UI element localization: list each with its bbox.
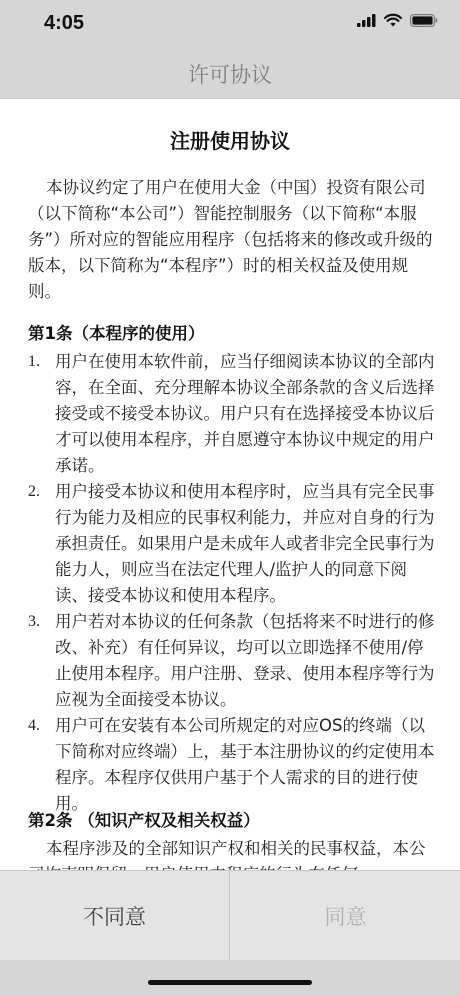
clause-number: 2. [28,483,40,500]
agree-button[interactable]: 同意 [231,871,460,961]
clause-text: 用户接受本协议和使用本程序时，应当具有完全民事行为能力及相应的民事权利能力，并应对自身的行为承担责任。如果用户是未成年人或者非完全民事行为能力人，则应当在法定代理人/监护人的同意下阅读、接受本协议和使用本程序。 [55,482,435,605]
home-area [0,960,460,996]
clause-text: 用户若对本协议的任何条款（包括将来不时进行的修改、补充）有任何异议，均可以立即选择不使用/停止使用本程序。用户注册、登录、使用本程序等行为应视为全面接受本协议。 [55,612,435,709]
clause-item [28,609,436,713]
agreement-scroll-view[interactable] [0,99,460,870]
battery-icon [410,14,438,27]
disagree-button[interactable]: 不同意 [0,871,229,961]
status-bar [0,0,460,50]
clause-list [28,349,436,817]
wifi-icon [384,14,402,27]
home-indicator[interactable] [148,980,312,985]
page-title: 许可协议 [188,63,272,87]
section-2-paragraph: 本程序涉及的全部知识产权和相关的民事权益，本公 [46,839,426,858]
status-time: 4:05 [44,12,85,34]
clause-text: 用户可在安装有本公司所规定的对应OS的终端（以下简称对应终端）上，基于本注册协议的约定使用本程序。本程序仅供用户基于个人需求的目的进行使用。 [55,716,435,813]
status-icons [357,14,438,27]
nav-bar [0,50,460,99]
signal-icon [357,14,376,27]
document-title: 注册使用协议 [170,129,290,153]
clause-item [28,713,436,817]
clause-number: 4. [28,717,40,734]
clause-number: 3. [28,613,40,630]
action-bar [0,870,460,961]
clause-item [28,479,436,609]
intro-paragraph: 本协议约定了用户在使用大金（中国）投资有限公司（以下简称“本公司”）智能控制服务（以下简称“本服务”）所对应的智能应用程序（包括将来的修改或升级的版本，以下简称为“本程序”）时的相关权益及使用规则。 [28,178,433,301]
clause-number: 1. [28,353,40,370]
clause-item [28,349,436,479]
section-2-title: 第2条 （知识产权及相关权益） [28,811,260,830]
section-1-title: 第1条（本程序的使用） [28,324,205,343]
button-divider [229,871,230,961]
clause-text: 用户在使用本软件前，应当仔细阅读本协议的全部内容，在全面、充分理解本协议全部条款的含义后选择接受或不接受本协议。用户只有在选择接受本协议后才可以使用本程序，并自愿遵守本协议中规定的用户承诺。 [55,352,435,475]
